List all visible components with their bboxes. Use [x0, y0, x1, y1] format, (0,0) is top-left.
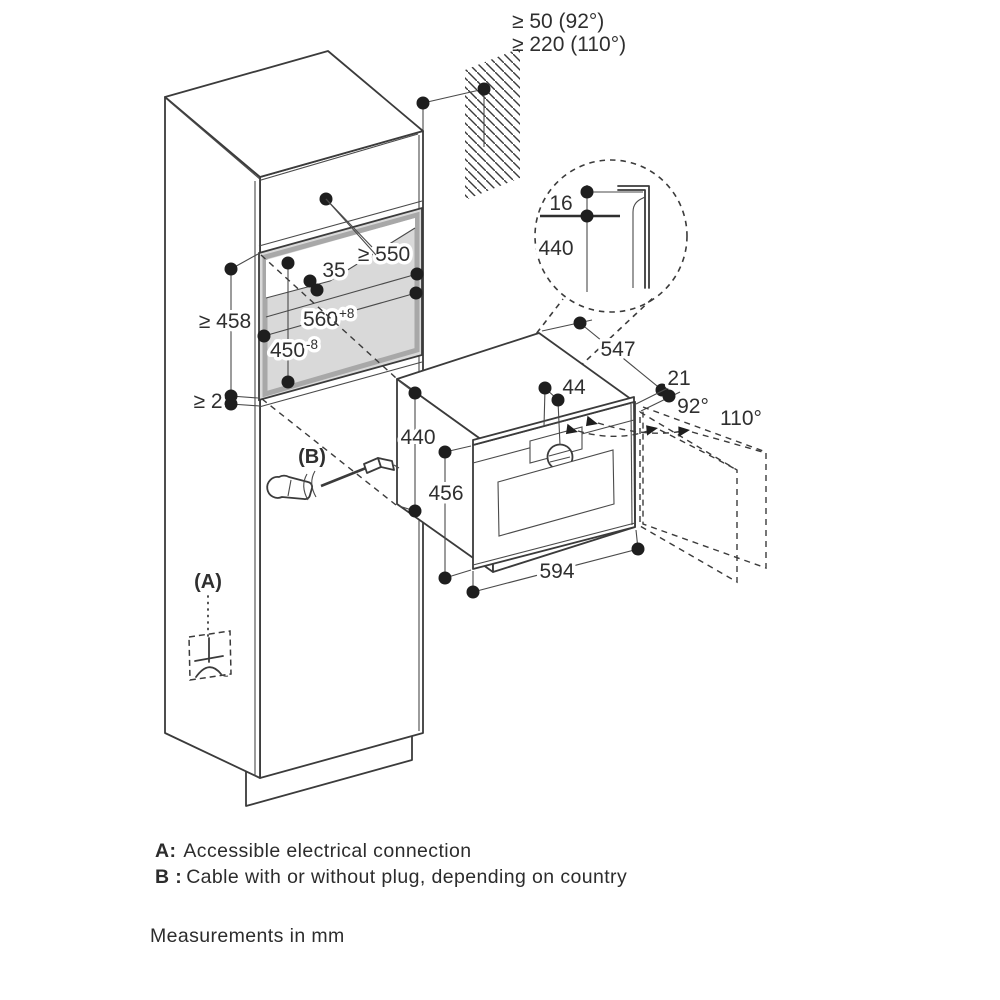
mounting-bracket [618, 186, 649, 288]
oven-body-height-label: 440 [400, 426, 436, 449]
flange-offset-label: 16 [549, 192, 573, 215]
legend [150, 840, 627, 947]
niche-rail-label: 35 [322, 259, 346, 282]
tall-cabinet [165, 51, 423, 806]
niche-gap-label: ≥ 2 [193, 390, 223, 413]
dim-wall-clearance [417, 10, 627, 147]
flange-height-label: 440 [538, 237, 574, 260]
callout-a-label: (A) [194, 571, 222, 593]
units-note: Measurements in mm [150, 925, 345, 947]
door-angle-1-label: 92° [677, 395, 709, 418]
door-overhang-label: 21 [667, 367, 691, 390]
door-angle-2-label: 110° [720, 407, 762, 430]
control-offset-label: 44 [562, 376, 586, 399]
cabinet-left-face [165, 97, 260, 778]
oven [397, 333, 635, 572]
oven-front-height-label: 456 [428, 482, 464, 505]
wall-hatch [465, 48, 520, 200]
legend-line-b: B : Cable with or without plug, depending on country [155, 866, 628, 888]
oven-depth-label: 547 [600, 338, 636, 361]
niche-depth-label: ≥ 550 [357, 243, 411, 266]
clearance-line-2: ≥ 220 (110°) [512, 33, 627, 56]
niche-height-label: $450^{-8}$ [270, 337, 319, 362]
door-open-92 [640, 412, 737, 582]
callout-b-label: (B) [298, 446, 326, 468]
detail-circle [535, 160, 687, 312]
clearance-line-1: ≥ 50 (92°) [512, 10, 605, 33]
legend-line-a: A: Accessible electrical connection [155, 840, 472, 862]
niche-width-label: $560^{+8}$ [303, 306, 355, 331]
detail-view [535, 160, 687, 312]
niche-opening-height-label: ≥ 458 [198, 310, 252, 333]
oven-width-label: 594 [539, 560, 575, 583]
